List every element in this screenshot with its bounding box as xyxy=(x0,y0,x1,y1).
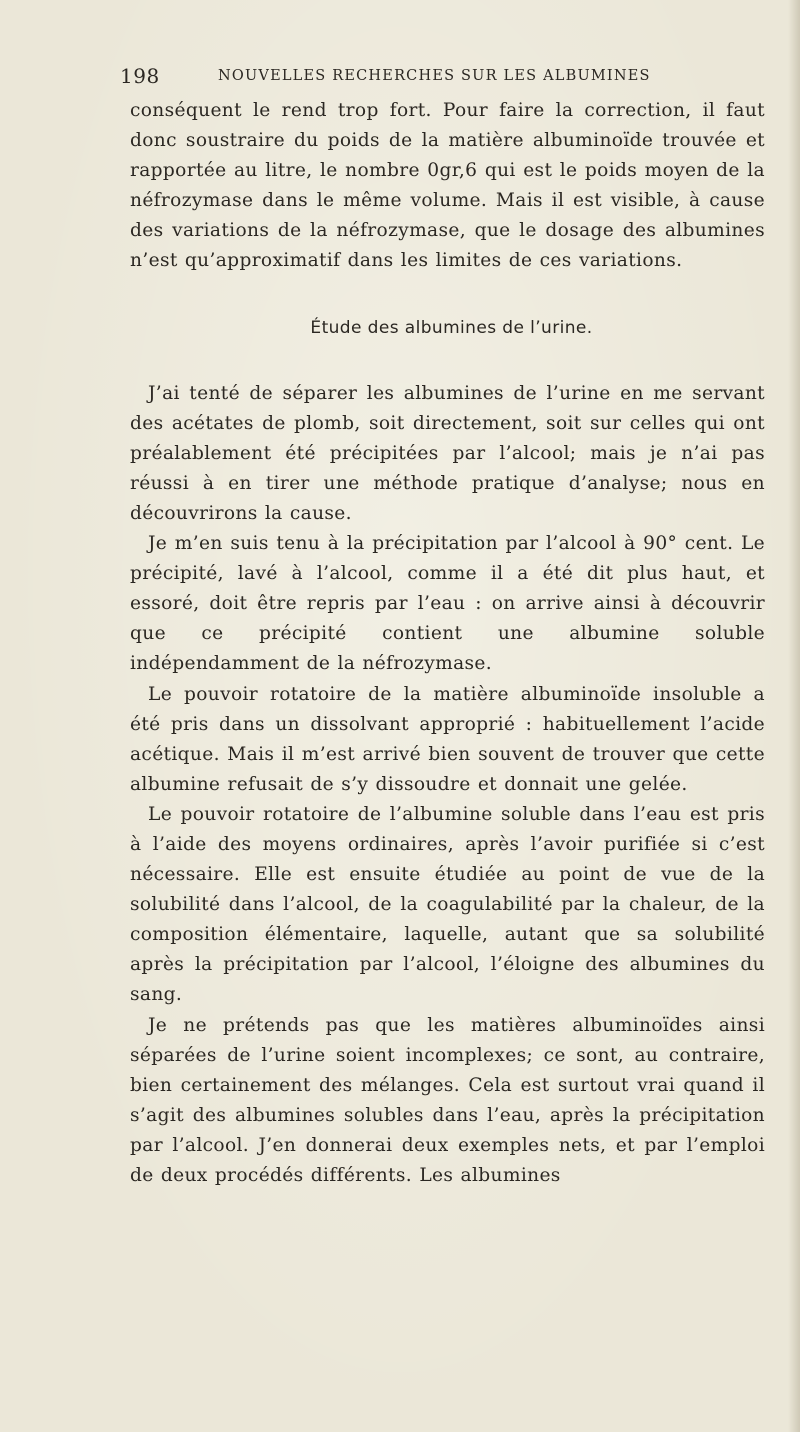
page-number: 198 xyxy=(120,64,160,88)
section-heading: Étude des albumines de l’urine. xyxy=(310,317,593,338)
paragraph-4: Le pouvoir rotatoire de l’albumine soluble dans l’eau est pris à l’aide des moyens ordinaires, après l’avoir purifiée si c’est nécessaire. Elle est ensuite étudiée au point de vue de la solubilité dans l’alcool, de la coagulabilité par la chaleur, de la composition élémentaire, laquelle, autant que sa solubilité après la précipitation par l’alcool, l’éloigne des albumines du sang. xyxy=(130,803,765,1006)
body-text xyxy=(130,96,765,1191)
paragraph-1: J’ai tenté de séparer les albumines de l’urine en me servant des acétates de plomb, soit directement, soit sur celles qui ont préalablement été précipitées par l’alcool; mais je n’ai pas réussi à en tirer une méthode pratique d’analyse; nous en découvrirons la cause. xyxy=(130,382,765,524)
running-head xyxy=(120,64,760,94)
paragraph-2: Je m’en suis tenu à la précipitation par l’alcool à 90° cent. Le précipité, lavé à l’alcool, comme il a été dit plus haut, et essoré, doit être repris par l’eau : on arrive ainsi à découvrir que ce précipité contient une albumine soluble indépendamment de la néfrozymase. xyxy=(130,533,765,675)
running-title: NOUVELLES RECHERCHES SUR LES ALBUMINES xyxy=(218,68,651,84)
intro-paragraph: conséquent le rend trop fort. Pour faire la correction, il faut donc soustraire du poids de la matière albuminoïde trouvée et rapportée au litre, le nombre 0gr,6 qui est le poids moyen de la néfrozymase dans le même volume. Mais il est visible, à cause des variations de la néfrozymase, que le dosage des albumines n’est qu’approximatif dans les limites de ces variations. xyxy=(130,100,765,272)
paragraph-3: Le pouvoir rotatoire de la matière albuminoïde insoluble a été pris dans un dissolvant approprié : habituellement l’acide acétique. Mais il m’est arrivé bien souvent de trouver que cette albumine refusait de s’y dissoudre et donnait une gelée. xyxy=(130,683,765,795)
paragraph-5: Je ne prétends pas que les matières albuminoïdes ainsi séparées de l’urine soient incomplexes; ce sont, au contraire, bien certainement des mélanges. Cela est surtout vrai quand il s’agit des albumines solubles dans l’eau, après la précipitation par l’alcool. J’en donnerai deux exemples nets, et par l’emploi de deux procédés différents. Les albumines xyxy=(130,1014,765,1186)
page-edge-shadow xyxy=(788,0,800,1432)
